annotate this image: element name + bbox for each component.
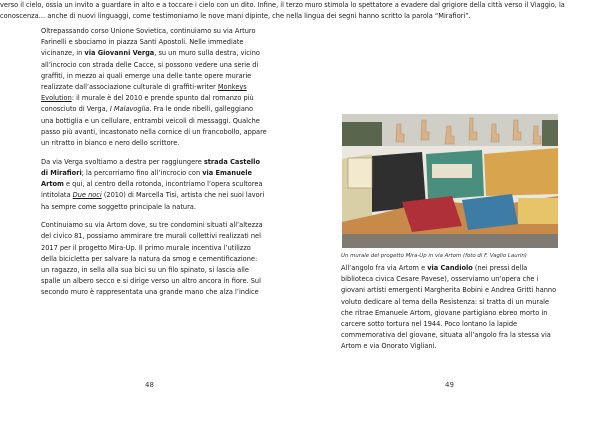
page-number-left: 48 — [145, 381, 154, 389]
right-page-top-text — [0, 0, 600, 30]
photo-caption: Un murale del progetto Mira-Up in via Artom (foto di F. Vaglio Laurin) — [341, 253, 527, 259]
book-title: I Malavoglia — [109, 105, 150, 114]
paragraph-5 — [341, 263, 561, 353]
mural-photo — [342, 114, 558, 248]
paragraph-4 — [0, 0, 600, 22]
right-page-bottom-text — [341, 263, 561, 360]
page-number-right: 49 — [445, 381, 454, 389]
street-name-castello-di-mirafiori: strada Castello di Mirafiori — [41, 157, 260, 177]
paragraph-3 — [41, 220, 267, 298]
mural-photo-image — [342, 114, 558, 248]
text-run: (2010) di Marcella Tisi, artista che nei suoi lavori ha sempre come soggetto principale la natura. — [41, 191, 265, 211]
street-name-candiolo: via Candiolo — [427, 264, 473, 272]
text-run: Da via Verga svoltiamo a destra per raggiungere — [41, 157, 204, 166]
link-due-noci[interactable]: Due noci — [72, 191, 102, 200]
text-run: Oltrepassando corso Unione Sovietica, continuiamo su via Arturo Farinelli e sbociamo in piazza Santi Apostoli. Nelle immediate vicinanze, in — [41, 27, 256, 58]
text-run: , su un muro sulla destra, vicino all’incrocio con strada delle Cacce, si possono vedere una serie di graffiti, in mezzo ai quali emerge una delle tante opere murarie realizzate dall’associazione culturale di graffiti-writer — [41, 49, 260, 92]
link-monkeys-evolution[interactable]: Monkeys Evolution — [41, 83, 247, 103]
text-run: ; la percorriamo fino all’incrocio con — [81, 168, 203, 177]
left-page-text — [41, 26, 267, 306]
text-run: Continuiamo su via Artom dove, su tre condomini situati all’altezza del civico 81, possiamo ammirare tre murali collettivi realizzati nel 2017 per il progetto Mira-Up. Il primo murale incentiva l’utilizzo della bicicletta per salvare la natura da smog e cementificazione: un ragazzo, in sella alla sua bici su un filo spinato, si lascia alle spalle un albero secco e si dirige verso un altro ancora in fiore. Sul secondo muro è rappresentata una grande mano che alza l’indice — [41, 221, 263, 297]
text-run: e qui, al centro della rotonda, incontriamo l’opera scultorea intitolata — [41, 180, 263, 200]
street-name-giovanni-verga: via Giovanni Verga — [84, 49, 155, 58]
street-name-emanuele-artom: via Emanuele Artom — [41, 168, 252, 189]
text-run: . Fra le onde ribelli, galleggiano una bottiglia e un cellulare, entrambi veicoli di messaggi. Qualche passo più avanti, incastonato nella cornice di un francobollo, appare un ritratto in bianco e nero dello scrittore. — [41, 105, 267, 148]
text-run: (nei pressi della biblioteca civica Cesare Pavese), osserviamo un’opera che i giovani artisti emergenti Margherita Bobini e Andrea Gritti hanno voluto dedicare al tema della Resistenza: si tratta di un murale che ritrae Emanuele Artom, giovane partigiano ebreo morto in carcere sotto tortura nel 1944. Poco lontano la lapide commemorativa del giovane, situata all’angolo fra la stessa via Artom e via Onorato Vigliani. — [341, 264, 557, 351]
text-run: : il murale è del 2010 e prende spunto dal romanzo più conosciuto di Verga, — [41, 94, 254, 114]
text-run: verso il cielo, ossia un invito a guardare in alto e a toccare i cielo con un dito. Infine, il terzo muro stimola lo spettatore a evadere dal grigiore della città verso il Viaggio, la conoscenza… anche di nuovi linguaggi, come testimoniamo le nove mani dipinte, che nella lingua dei segni hanno scritto la parola “Mirafiori”. — [0, 1, 565, 21]
text-run: All’angolo fra via Artom e — [341, 264, 428, 272]
paragraph-2 — [41, 157, 267, 213]
paragraph-1 — [41, 26, 267, 149]
